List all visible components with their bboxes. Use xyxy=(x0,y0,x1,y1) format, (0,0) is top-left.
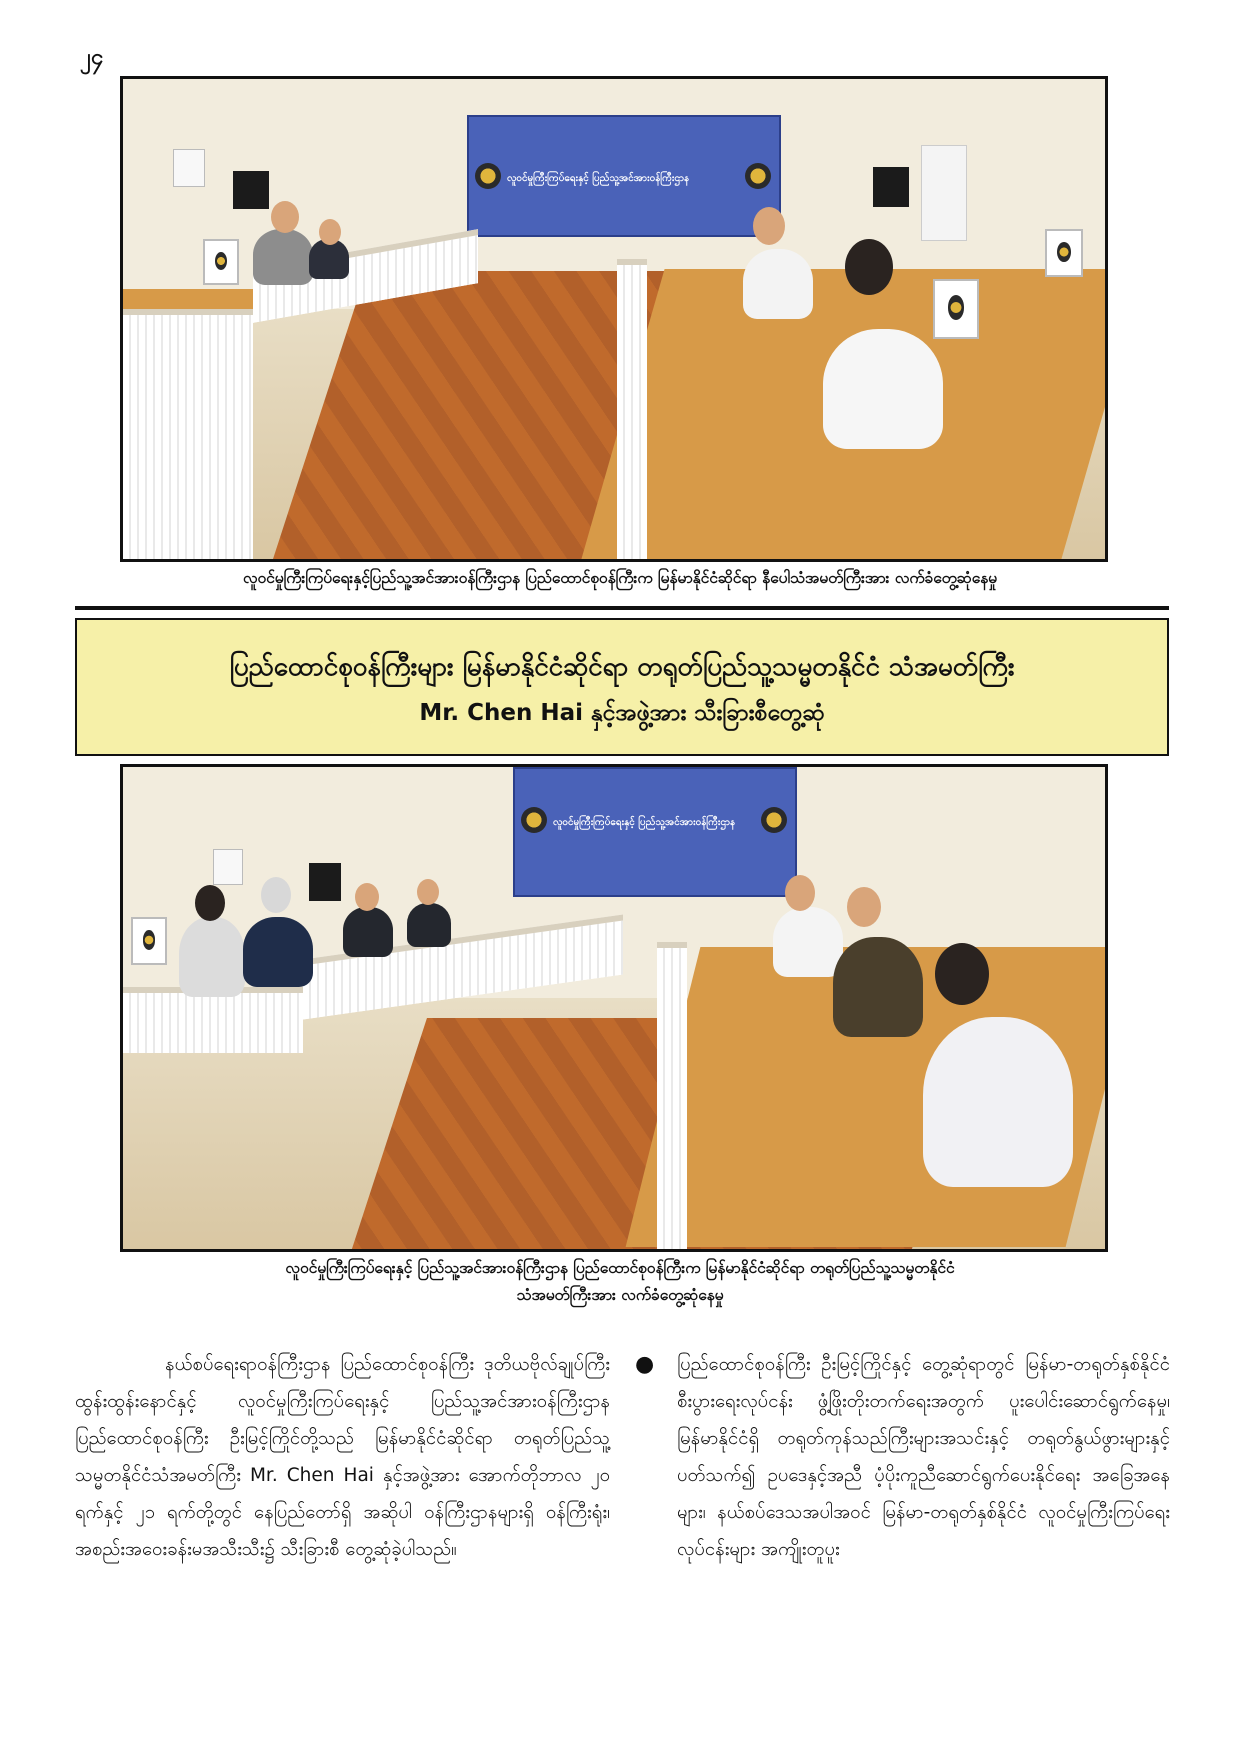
ministry-emblem-icon xyxy=(475,163,501,189)
delegate-figure xyxy=(309,239,349,279)
chair-emblem-sign xyxy=(933,279,979,339)
wall-speaker xyxy=(233,171,269,209)
delegate-figure xyxy=(407,903,451,947)
minister-figure xyxy=(773,907,843,977)
meeting-photo-nepal-ambassador xyxy=(120,76,1108,562)
minister-figure xyxy=(823,329,943,449)
meeting-photo-china-ambassador xyxy=(120,764,1108,1252)
official-figure xyxy=(743,249,813,319)
bullet-icon: ● xyxy=(635,1352,655,1377)
section-divider xyxy=(75,606,1169,610)
wall-notice xyxy=(213,849,243,885)
delegate-head xyxy=(417,879,439,905)
body-paragraph-left: နယ်စပ်ရေးရာဝန်ကြီးဌာန ပြည်ထောင်စုဝန်ကြီး ဒုတိယဗိုလ်ချုပ်ကြီး ထွန်းထွန်းနောင်နှင့် လူဝင်မှုကြီးကြပ်ရေးနှင့် ပြည်သူ့အင်အားဝန်ကြီးဌာန ပြည်ထောင်စုဝန်ကြီး ဦးမြင့်ကြိုင်တို့သည် မြန်မာနိုင်ငံဆိုင်ရာ တရုတ်ပြည်သူ့သမ္မတနိုင်ငံသံအမတ်ကြီး Mr. Chen Hai နှင့်အဖွဲ့အား အောက်တိုဘာလ ၂၀ ရက်နှင့် ၂၁ ရက်တို့တွင် နေပြည်တော်ရှိ အဆိုပါ ဝန်ကြီးဌာနများရှိ ဝန်ကြီးရုံး၊ အစည်းအဝေးခန်းမအသီးသီး၌ သီးခြားစီ တွေ့ဆုံခဲ့ပါသည်။ xyxy=(75,1354,610,1560)
ambassador-head xyxy=(271,201,299,233)
chair-emblem-sign xyxy=(131,917,167,965)
official-head xyxy=(935,943,989,1005)
ministry-emblem-icon xyxy=(521,807,547,833)
wall-speaker xyxy=(873,167,909,207)
chair-emblem-sign xyxy=(203,239,239,285)
minister-head xyxy=(785,875,815,911)
body-paragraph-right: ပြည်ထောင်စုဝန်ကြီး ဦးမြင့်ကြိုင်နှင့် တွေ့ဆုံရာတွင် မြန်မာ-တရုတ်နှစ်နိုင်ငံ စီးပွားရေးလုပ်ငန်း ဖွံ့ဖြိုးတိုးတက်ရေးအတွက် ပူးပေါင်းဆောင်ရွက်နေမှု၊ မြန်မာနိုင်ငံရှိ တရုတ်ကုန်သည်ကြီးများအသင်းနှင့် တရုတ်နွယ်ဖွားများနှင့်ပတ်သက်၍ ဥပဒေနှင့်အညီ ပံ့ပိုးကူညီဆောင်ရွက်ပေးနိုင်ရေး အခြေအနေများ၊ နယ်စပ်ဒေသအပါအဝင် မြန်မာ-တရုတ်နှစ်နိုင်ငံ လူဝင်မှုကြီးကြပ်ရေးလုပ်ငန်းများ အကျိုးတူပူး xyxy=(677,1354,1170,1560)
table-skirt-left xyxy=(123,309,253,562)
ambassador-head xyxy=(261,877,291,913)
wall-speaker xyxy=(309,863,341,901)
ambassador-figure xyxy=(243,917,313,987)
body-column-right xyxy=(635,1346,1170,1568)
ministry-emblem-icon xyxy=(761,807,787,833)
photo-2-caption-line-2: သံအမတ်ကြီးအား လက်ခံတွေ့ဆုံနေမှု xyxy=(516,1286,724,1304)
officer-head xyxy=(847,887,881,927)
delegate-head xyxy=(195,885,225,921)
air-conditioner xyxy=(921,145,967,241)
table-skirt-right xyxy=(617,259,647,562)
backdrop-text: လူဝင်မှုကြီးကြပ်ရေးနှင့် ပြည်သူ့အင်အားဝန်ကြီးဌာန xyxy=(507,173,690,184)
headline-line-2: Mr. Chen Hai နှင့်အဖွဲ့အား သီးခြားစီတွေ့ဆုံ xyxy=(419,700,825,726)
headline-line-1: ပြည်ထောင်စုဝန်ကြီးများ မြန်မာနိုင်ငံဆိုင်ရာ တရုတ်ပြည်သူ့သမ္မတနိုင်ငံ သံအမတ်ကြီး xyxy=(229,652,1015,682)
page-number: ၂၄ xyxy=(80,45,104,70)
headline-box xyxy=(75,618,1169,756)
chair-emblem-sign xyxy=(1045,229,1083,277)
ambassador-figure xyxy=(253,229,313,285)
blue-backdrop-screen xyxy=(467,115,781,237)
official-head xyxy=(753,207,785,245)
delegate-figure xyxy=(179,917,245,997)
ministry-emblem-icon xyxy=(745,163,771,189)
official-figure xyxy=(923,1017,1073,1187)
minister-head xyxy=(845,239,893,295)
delegate-head xyxy=(355,883,379,911)
backdrop-text: လူဝင်မှုကြီးကြပ်ရေးနှင့် ပြည်သူ့အင်အားဝန်ကြီးဌာန xyxy=(553,817,736,828)
photo-2-caption xyxy=(60,1255,1180,1309)
table-skirt-right xyxy=(657,942,687,1252)
body-column-left xyxy=(75,1346,610,1568)
wall-notice xyxy=(173,149,205,187)
officer-figure xyxy=(833,937,923,1037)
blue-backdrop-screen xyxy=(513,767,797,897)
photo-2-caption-line-1: လူဝင်မှုကြီးကြပ်ရေးနှင့် ပြည်သူ့အင်အားဝန်ကြီးဌာန ပြည်ထောင်စုဝန်ကြီးက မြန်မာနိုင်ငံဆိုင်ရာ တရုတ်ပြည်သူ့သမ္မတနိုင်ငံ xyxy=(285,1259,955,1277)
delegate-head xyxy=(319,219,341,245)
photo-1-caption: လူဝင်မှုကြီးကြပ်ရေးနှင့်ပြည်သူ့အင်အားဝန်ကြီးဌာန ပြည်ထောင်စုဝန်ကြီးက မြန်မာနိုင်ငံဆိုင်ရာ နီပေါသံအမတ်ကြီးအား လက်ခံတွေ့ဆုံနေမှု xyxy=(242,569,998,587)
delegate-figure xyxy=(343,907,393,957)
